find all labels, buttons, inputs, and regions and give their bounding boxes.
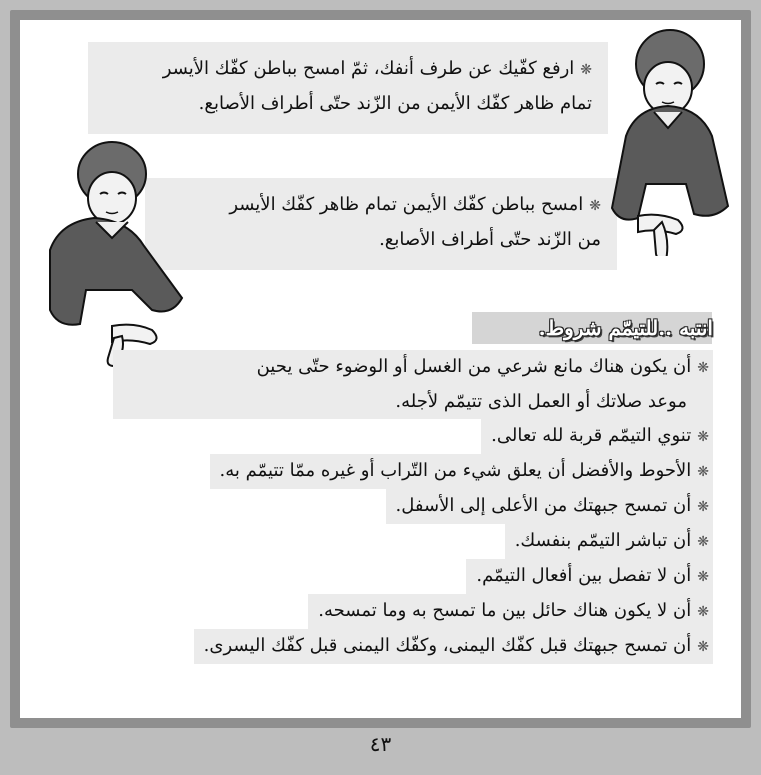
conditions-heading: انتبه ..للتيمّم شروط. (538, 316, 713, 340)
step-1-line-1: ❋ارفع كفّيك عن طرف أنفك، ثمّ امسح بباطن كفّك الأيسر (162, 58, 592, 79)
bullet-icon: ❋ (697, 429, 709, 445)
condition-item: ❋الأحوط والأفضل أن يعلق شيء من التّراب أو غيره ممّا تتيمّم به. (210, 454, 713, 489)
bullet-icon: ❋ (697, 639, 709, 655)
condition-item: ❋تنوي التيمّم قربة لله تعالى. (481, 419, 713, 454)
bullet-icon: ❋ (697, 569, 709, 585)
step-2-line-2: من الزّند حتّى أطراف الأصابع. (379, 229, 601, 250)
boy-illustration-right (598, 26, 738, 256)
bullet-icon: ❋ (589, 198, 601, 214)
page-number: ٤٣ (369, 732, 392, 756)
bullet-icon: ❋ (697, 534, 709, 550)
step-1-box (88, 42, 608, 134)
step-2-box (145, 178, 617, 270)
step-2-line-1: ❋امسح بباطن كفّك الأيمن تمام ظاهر كفّك الأيسر (229, 194, 601, 215)
bullet-icon: ❋ (580, 62, 592, 78)
condition-continuation: موعد صلاتك أو العمل الذى تتيمّم لأجله. (395, 391, 687, 412)
condition-item: ❋أن لا تفصل بين أفعال التيمّم. (466, 559, 713, 594)
step-1-line-2: تمام ظاهر كفّك الأيمن من الزّند حتّى أطراف الأصابع. (198, 93, 592, 114)
bullet-icon: ❋ (697, 499, 709, 515)
boy-illustration-left (42, 140, 192, 370)
condition-item: ❋أن تباشر التيمّم بنفسك. (505, 524, 713, 559)
conditions-list (113, 350, 713, 664)
condition-item: ❋أن يكون هناك مانع شرعي من الغسل أو الوضوء حتّى يحين موعد صلاتك أو العمل الذى تتيمّم لأجله. (113, 350, 713, 419)
bullet-icon: ❋ (697, 464, 709, 480)
condition-item: ❋أن تمسح جبهتك من الأعلى إلى الأسفل. (386, 489, 713, 524)
bullet-icon: ❋ (697, 604, 709, 620)
bullet-icon: ❋ (697, 360, 709, 376)
condition-item: ❋أن لا يكون هناك حائل بين ما تمسح به وما تمسحه. (308, 594, 713, 629)
condition-item: ❋أن تمسح جبهتك قبل كفّك اليمنى، وكفّك اليمنى قبل كفّك اليسرى. (194, 629, 713, 664)
